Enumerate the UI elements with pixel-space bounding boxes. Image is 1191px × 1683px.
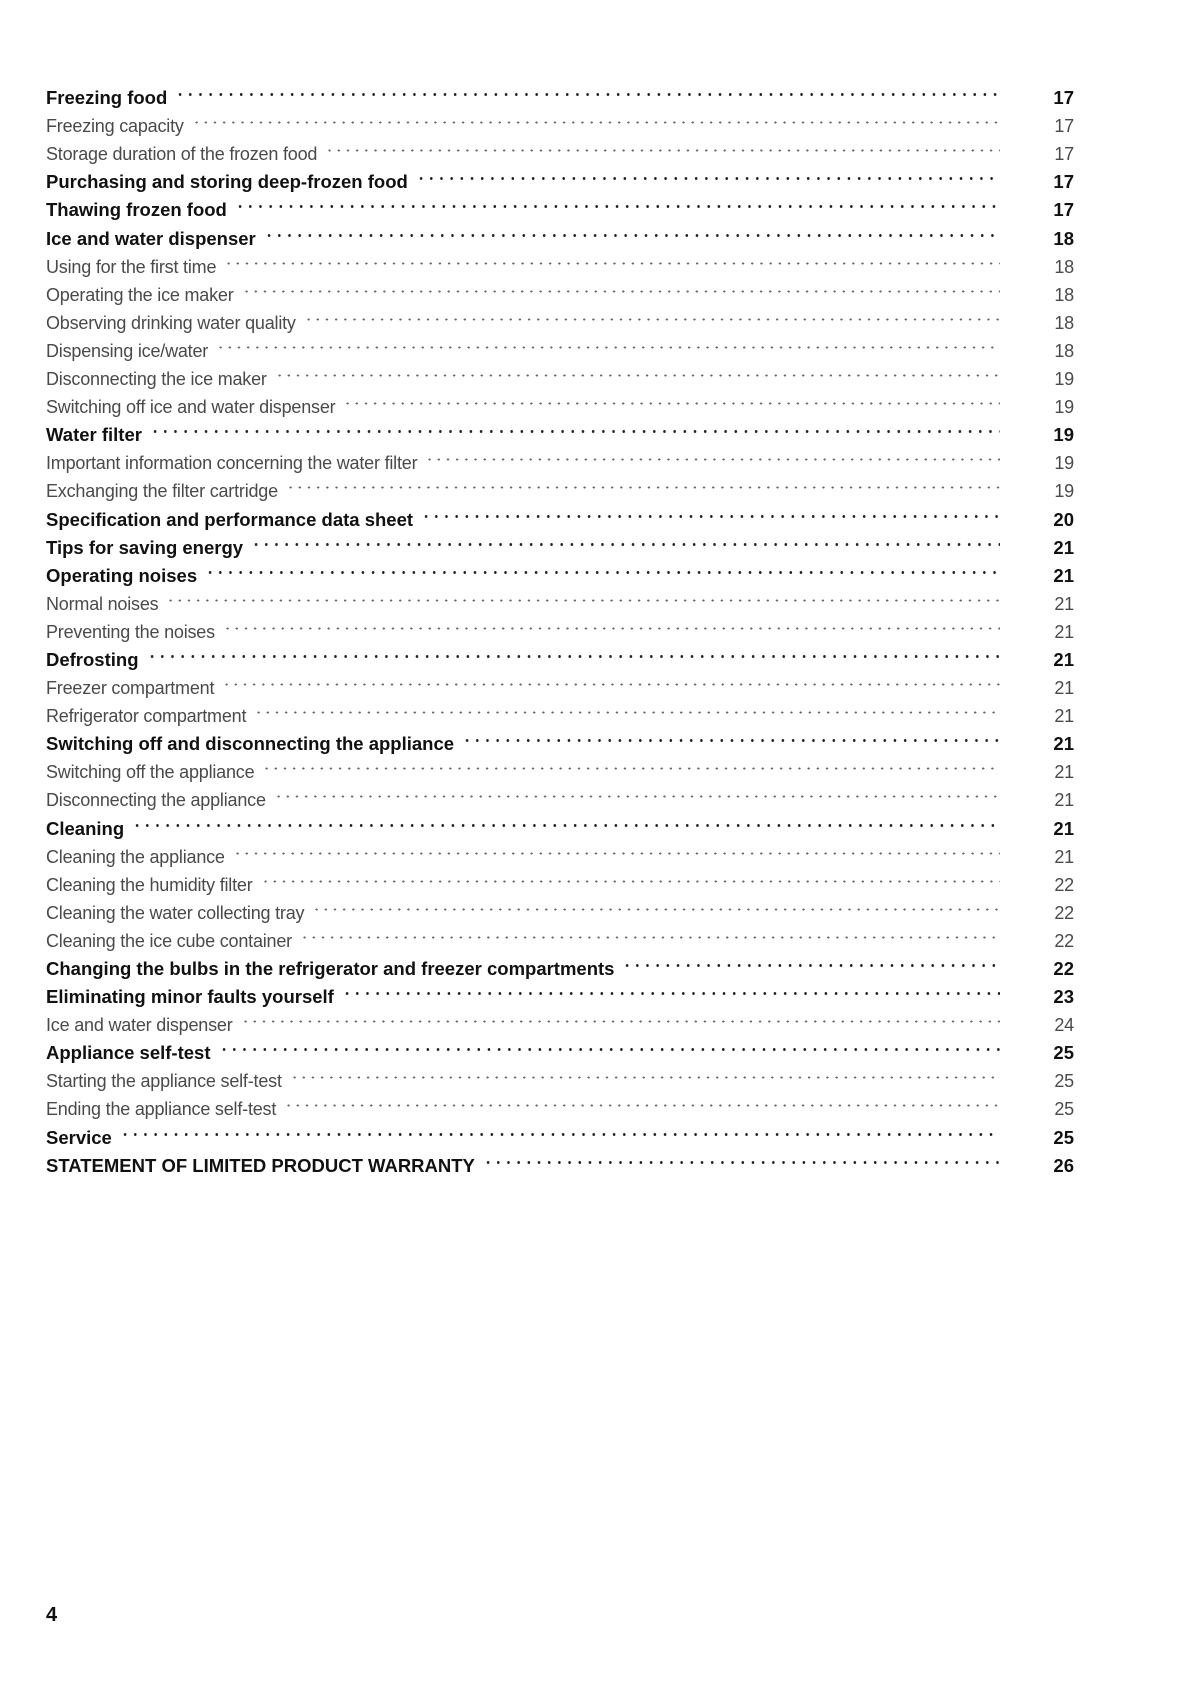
dot-leader: [622, 947, 1000, 975]
dot-leader: [304, 301, 1000, 329]
toc-entry-title: Appliance self-test: [46, 1042, 211, 1064]
toc-entry-title: Purchasing and storing deep-frozen food: [46, 171, 408, 193]
toc-entry-page: 22: [1054, 902, 1074, 923]
toc-entry-page: 25: [1054, 1099, 1074, 1120]
dot-leader: [264, 216, 1000, 244]
toc-entry-page: 18: [1054, 340, 1074, 361]
dot-leader: [275, 357, 1000, 385]
toc-entry-title: Ending the appliance self-test: [46, 1099, 277, 1120]
toc-entry-page: 18: [1053, 227, 1074, 249]
dot-leader: [261, 863, 1000, 891]
toc-entry-page: 21: [1053, 733, 1074, 755]
toc-entry-page: 21: [1053, 817, 1074, 839]
dot-leader: [251, 526, 1000, 554]
toc-entry-title: Ice and water dispenser: [46, 1015, 233, 1036]
toc-entry-title: Defrosting: [46, 648, 139, 670]
dot-leader: [284, 1087, 1000, 1115]
toc-entry-page: 18: [1054, 312, 1074, 333]
toc-entry-title: Refrigerator compartment: [46, 706, 247, 727]
dot-leader: [242, 273, 1001, 301]
toc-entry-title: Switching off and disconnecting the appliance: [46, 733, 455, 755]
toc-subentry[interactable]: [46, 132, 1074, 165]
dot-leader: [150, 413, 1000, 441]
toc-entry-title: Service: [46, 1126, 112, 1148]
toc-entry-page: 21: [1053, 648, 1074, 670]
toc-entry-page: 20: [1053, 508, 1074, 530]
toc-entry-title: Changing the bulbs in the refrigerator and freezer compartments: [46, 958, 615, 979]
dot-leader: [290, 1059, 1000, 1087]
dot-leader: [147, 638, 1001, 666]
toc-entry-title: Cleaning the ice cube container: [46, 930, 292, 951]
toc-entry-title: Starting the appliance self-test: [46, 1071, 282, 1092]
toc-subentry[interactable]: [46, 610, 1074, 642]
toc-entry[interactable]: [46, 1115, 1074, 1148]
toc-entry-title: Operating noises: [46, 564, 198, 586]
toc-entry-title: Tips for saving energy: [46, 536, 244, 558]
toc-entry-page: 22: [1053, 958, 1074, 979]
toc-entry[interactable]: [46, 413, 1074, 446]
dot-leader: [222, 666, 1000, 694]
dot-leader: [219, 1031, 1001, 1059]
dot-leader: [343, 385, 1000, 413]
toc-subentry[interactable]: [46, 835, 1074, 867]
toc-entry-title: Preventing the noises: [46, 621, 215, 642]
toc-entry-title: Observing drinking water quality: [46, 312, 296, 333]
toc-entry-title: Normal noises: [46, 593, 159, 614]
toc-entry-title: Freezing food: [46, 87, 168, 109]
toc-entry-page: 25: [1054, 1071, 1074, 1092]
dot-leader: [166, 582, 1000, 610]
dot-leader: [192, 104, 1000, 132]
toc-entry-title: Disconnecting the appliance: [46, 790, 266, 811]
toc-entry-title: Freezing capacity: [46, 116, 184, 137]
toc-entry-page: 17: [1053, 199, 1074, 221]
toc-entry[interactable]: [46, 76, 1074, 109]
toc-entry-title: Exchanging the filter cartridge: [46, 481, 278, 502]
dot-leader: [175, 76, 1000, 104]
toc-entry-page: 21: [1054, 593, 1074, 614]
dot-leader: [262, 750, 1000, 778]
dot-leader: [312, 891, 1000, 919]
toc-entry-title: Cleaning the water collecting tray: [46, 902, 305, 923]
dot-leader: [132, 806, 1000, 834]
toc-entry-title: Water filter: [46, 424, 142, 446]
toc-entry-page: 21: [1054, 790, 1074, 811]
toc-entry-page: 21: [1054, 846, 1074, 867]
dot-leader: [483, 1144, 1000, 1172]
dot-leader: [233, 835, 1000, 863]
toc-entry[interactable]: [46, 638, 1074, 670]
toc-entry-page: 21: [1053, 536, 1074, 558]
toc-entry-page: 22: [1054, 874, 1074, 895]
dot-leader: [224, 245, 1000, 273]
table-of-contents: [46, 76, 1074, 1176]
toc-entry-title: Disconnecting the ice maker: [46, 369, 267, 390]
dot-leader: [462, 722, 1000, 750]
toc-entry-page: 19: [1054, 369, 1074, 390]
dot-leader: [286, 469, 1000, 497]
toc-entry-title: Freezer compartment: [46, 678, 215, 699]
dot-leader: [216, 329, 1000, 357]
dot-leader: [416, 160, 1000, 188]
toc-entry-page: 19: [1054, 481, 1074, 502]
toc-entry-title: STATEMENT OF LIMITED PRODUCT WARRANTY: [46, 1154, 475, 1176]
toc-entry-page: 21: [1054, 621, 1074, 642]
toc-entry-title: Cleaning: [46, 817, 125, 839]
toc-entry-page: 22: [1054, 930, 1074, 951]
toc-entry-page: 17: [1054, 144, 1074, 165]
toc-entry-page: 23: [1053, 986, 1074, 1008]
toc-entry-page: 21: [1053, 564, 1074, 586]
toc-entry-title: Cleaning the humidity filter: [46, 874, 253, 895]
toc-subentry[interactable]: [46, 666, 1074, 699]
toc-subentry[interactable]: [46, 582, 1074, 614]
dot-leader: [205, 554, 1000, 582]
toc-entry[interactable]: [46, 806, 1074, 839]
toc-entry-page: 18: [1054, 256, 1074, 277]
toc-entry-page: 19: [1053, 424, 1074, 446]
dot-leader: [254, 694, 1000, 722]
dot-leader: [274, 778, 1000, 806]
dot-leader: [241, 1003, 1000, 1031]
toc-entry-title: Important information concerning the water filter: [46, 453, 418, 474]
toc-entry-title: Using for the first time: [46, 256, 217, 277]
toc-entry-page: 21: [1054, 678, 1074, 699]
toc-entry-title: Eliminating minor faults yourself: [46, 986, 334, 1008]
toc-entry-page: 18: [1054, 284, 1074, 305]
dot-leader: [342, 975, 1000, 1003]
dot-leader: [425, 441, 1000, 469]
toc-entry-title: Cleaning the appliance: [46, 846, 225, 867]
page-number: 4: [46, 1604, 58, 1626]
toc-entry-page: 26: [1053, 1154, 1074, 1176]
dot-leader: [421, 497, 1000, 525]
toc-entry-page: 19: [1054, 397, 1074, 418]
toc-entry-title: Operating the ice maker: [46, 284, 234, 305]
toc-entry-title: Specification and performance data sheet: [46, 508, 414, 530]
toc-entry-page: 17: [1053, 171, 1074, 193]
toc-entry-title: Ice and water dispenser: [46, 227, 256, 249]
toc-entry-title: Switching off ice and water dispenser: [46, 397, 336, 418]
toc-entry-page: 21: [1054, 706, 1074, 727]
toc-entry-title: Dispensing ice/water: [46, 340, 209, 361]
dot-leader: [235, 188, 1000, 216]
toc-entry[interactable]: [46, 1144, 1074, 1176]
dot-leader: [120, 1115, 1000, 1143]
toc-entry-page: 17: [1053, 87, 1074, 109]
toc-entry-page: 25: [1053, 1042, 1074, 1064]
toc-subentry[interactable]: [46, 441, 1074, 474]
toc-entry-page: 19: [1054, 453, 1074, 474]
toc-entry-page: 17: [1054, 116, 1074, 137]
toc-subentry[interactable]: [46, 104, 1074, 137]
toc-entry-page: 24: [1054, 1015, 1074, 1036]
dot-leader: [223, 610, 1000, 638]
toc-entry-page: 25: [1053, 1126, 1074, 1148]
toc-entry-title: Storage duration of the frozen food: [46, 144, 318, 165]
toc-entry-title: Thawing frozen food: [46, 199, 227, 221]
toc-entry-title: Switching off the appliance: [46, 762, 255, 783]
dot-leader: [300, 919, 1000, 947]
toc-entry-page: 21: [1054, 762, 1074, 783]
dot-leader: [325, 132, 1000, 160]
